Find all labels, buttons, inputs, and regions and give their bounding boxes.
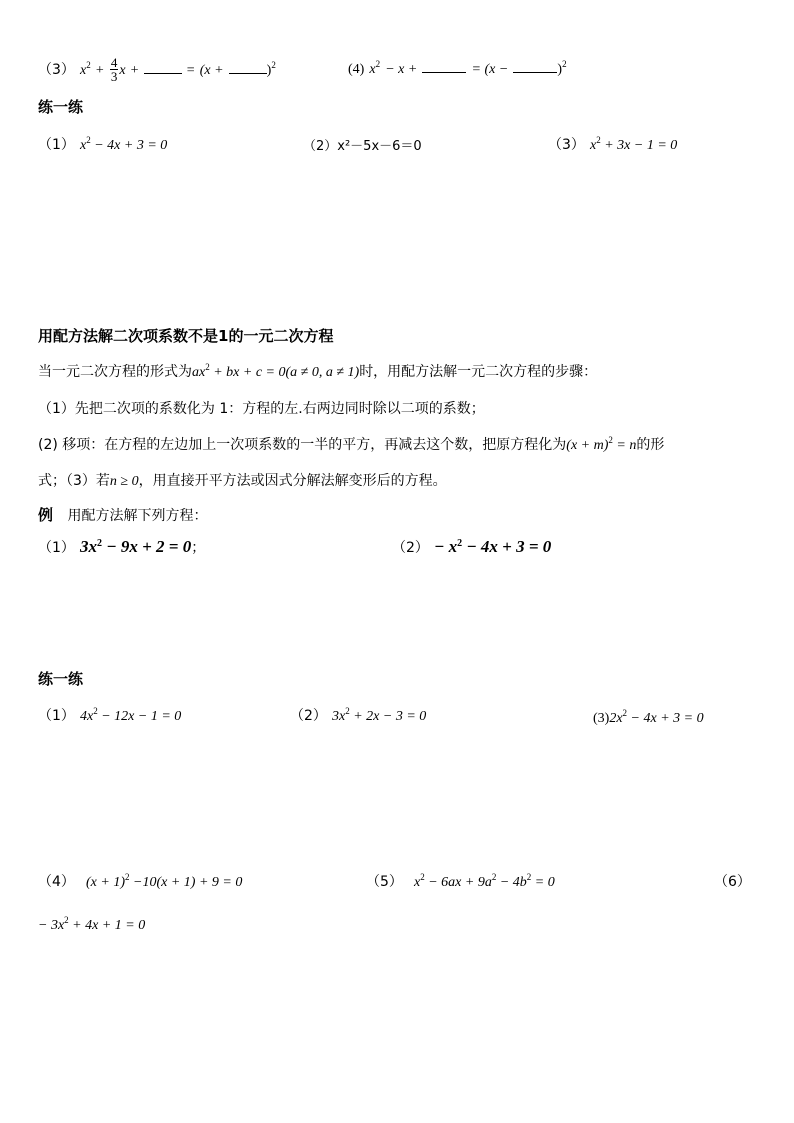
practice-2-q3: $(3)2x^2 - 4x + 3 = 0$ (593, 708, 704, 726)
example-heading: 例 用配方法解下列方程： (38, 506, 208, 524)
fill-blank[interactable] (422, 62, 466, 73)
section-title: 用配方法解二次项系数不是1的一元二次方程 (38, 327, 334, 345)
practice-2-q5: （5） $x^2 - 6ax + 9a^2 - 4b^2 = 0$ (366, 872, 555, 890)
problem-3: （3） $x^2$ + $\frac{4}{3}$ x + = $(x + )^2$ (38, 55, 276, 84)
practice-1-q1: （1） $x^2 - 4x + 3 = 0$ (38, 135, 168, 153)
practice-1-q3: （3） $x^2 + 3x - 1 = 0$ (548, 135, 678, 153)
practice-2-q2: （2） $3x^2 + 2x - 3 = 0$ (290, 706, 427, 724)
problem-4: (4) $x^2 - x$ + = $(x - )^2$ (348, 59, 567, 77)
intro-text: 当一元二次方程的形式为$ax^2$ + bx + c = 0(a ≠ 0, a ≠ 1)时，用配方法解一元二次方程的步骤： (38, 362, 598, 380)
example-label: 例 (38, 506, 54, 524)
example-2: $(2) - x^2 - 4x + 3 = 0$ (392, 537, 552, 556)
practice-1-title: 练一练 (38, 98, 84, 116)
fill-blank[interactable] (229, 63, 267, 74)
practice-2-title: 练一练 (38, 670, 84, 688)
problem-4-label: (4) (348, 62, 365, 77)
example-1: （1） $3x^2 - 9x + 2 = 0$； (38, 537, 206, 556)
step-3: 式；（3）若n ≥ 0，用直接开平方法或因式分解法解变形后的方程。 (38, 473, 447, 489)
practice-2-q6-label: （6） (714, 874, 751, 890)
step-1: （1）先把二次项的系数化为 1：方程的左.右两边同时除以二项的系数； (38, 401, 485, 417)
fraction: $\frac{4}{3}$ (110, 55, 118, 84)
practice-2-q4: （4） $(x + 1)^2 -10(x + 1) + 9 = 0$ (38, 872, 243, 890)
practice-2-q1: （1） $4x^2 - 12x - 1 = 0$ (38, 706, 182, 724)
fill-blank[interactable] (144, 63, 182, 74)
practice-2-q6: − $3x^2 + 4x + 1 = 0$ (38, 915, 146, 933)
practice-1-q2: （2）x²－5x－6＝0 (303, 139, 422, 154)
step-2: (2) 移项：在方程的左边加上一次项系数的一半的平方，再减去这个数，把原方程化为$(x + m)^2 = n$的形 (38, 435, 665, 453)
problem-3-label: （3） (38, 62, 75, 78)
fill-blank[interactable] (513, 62, 557, 73)
